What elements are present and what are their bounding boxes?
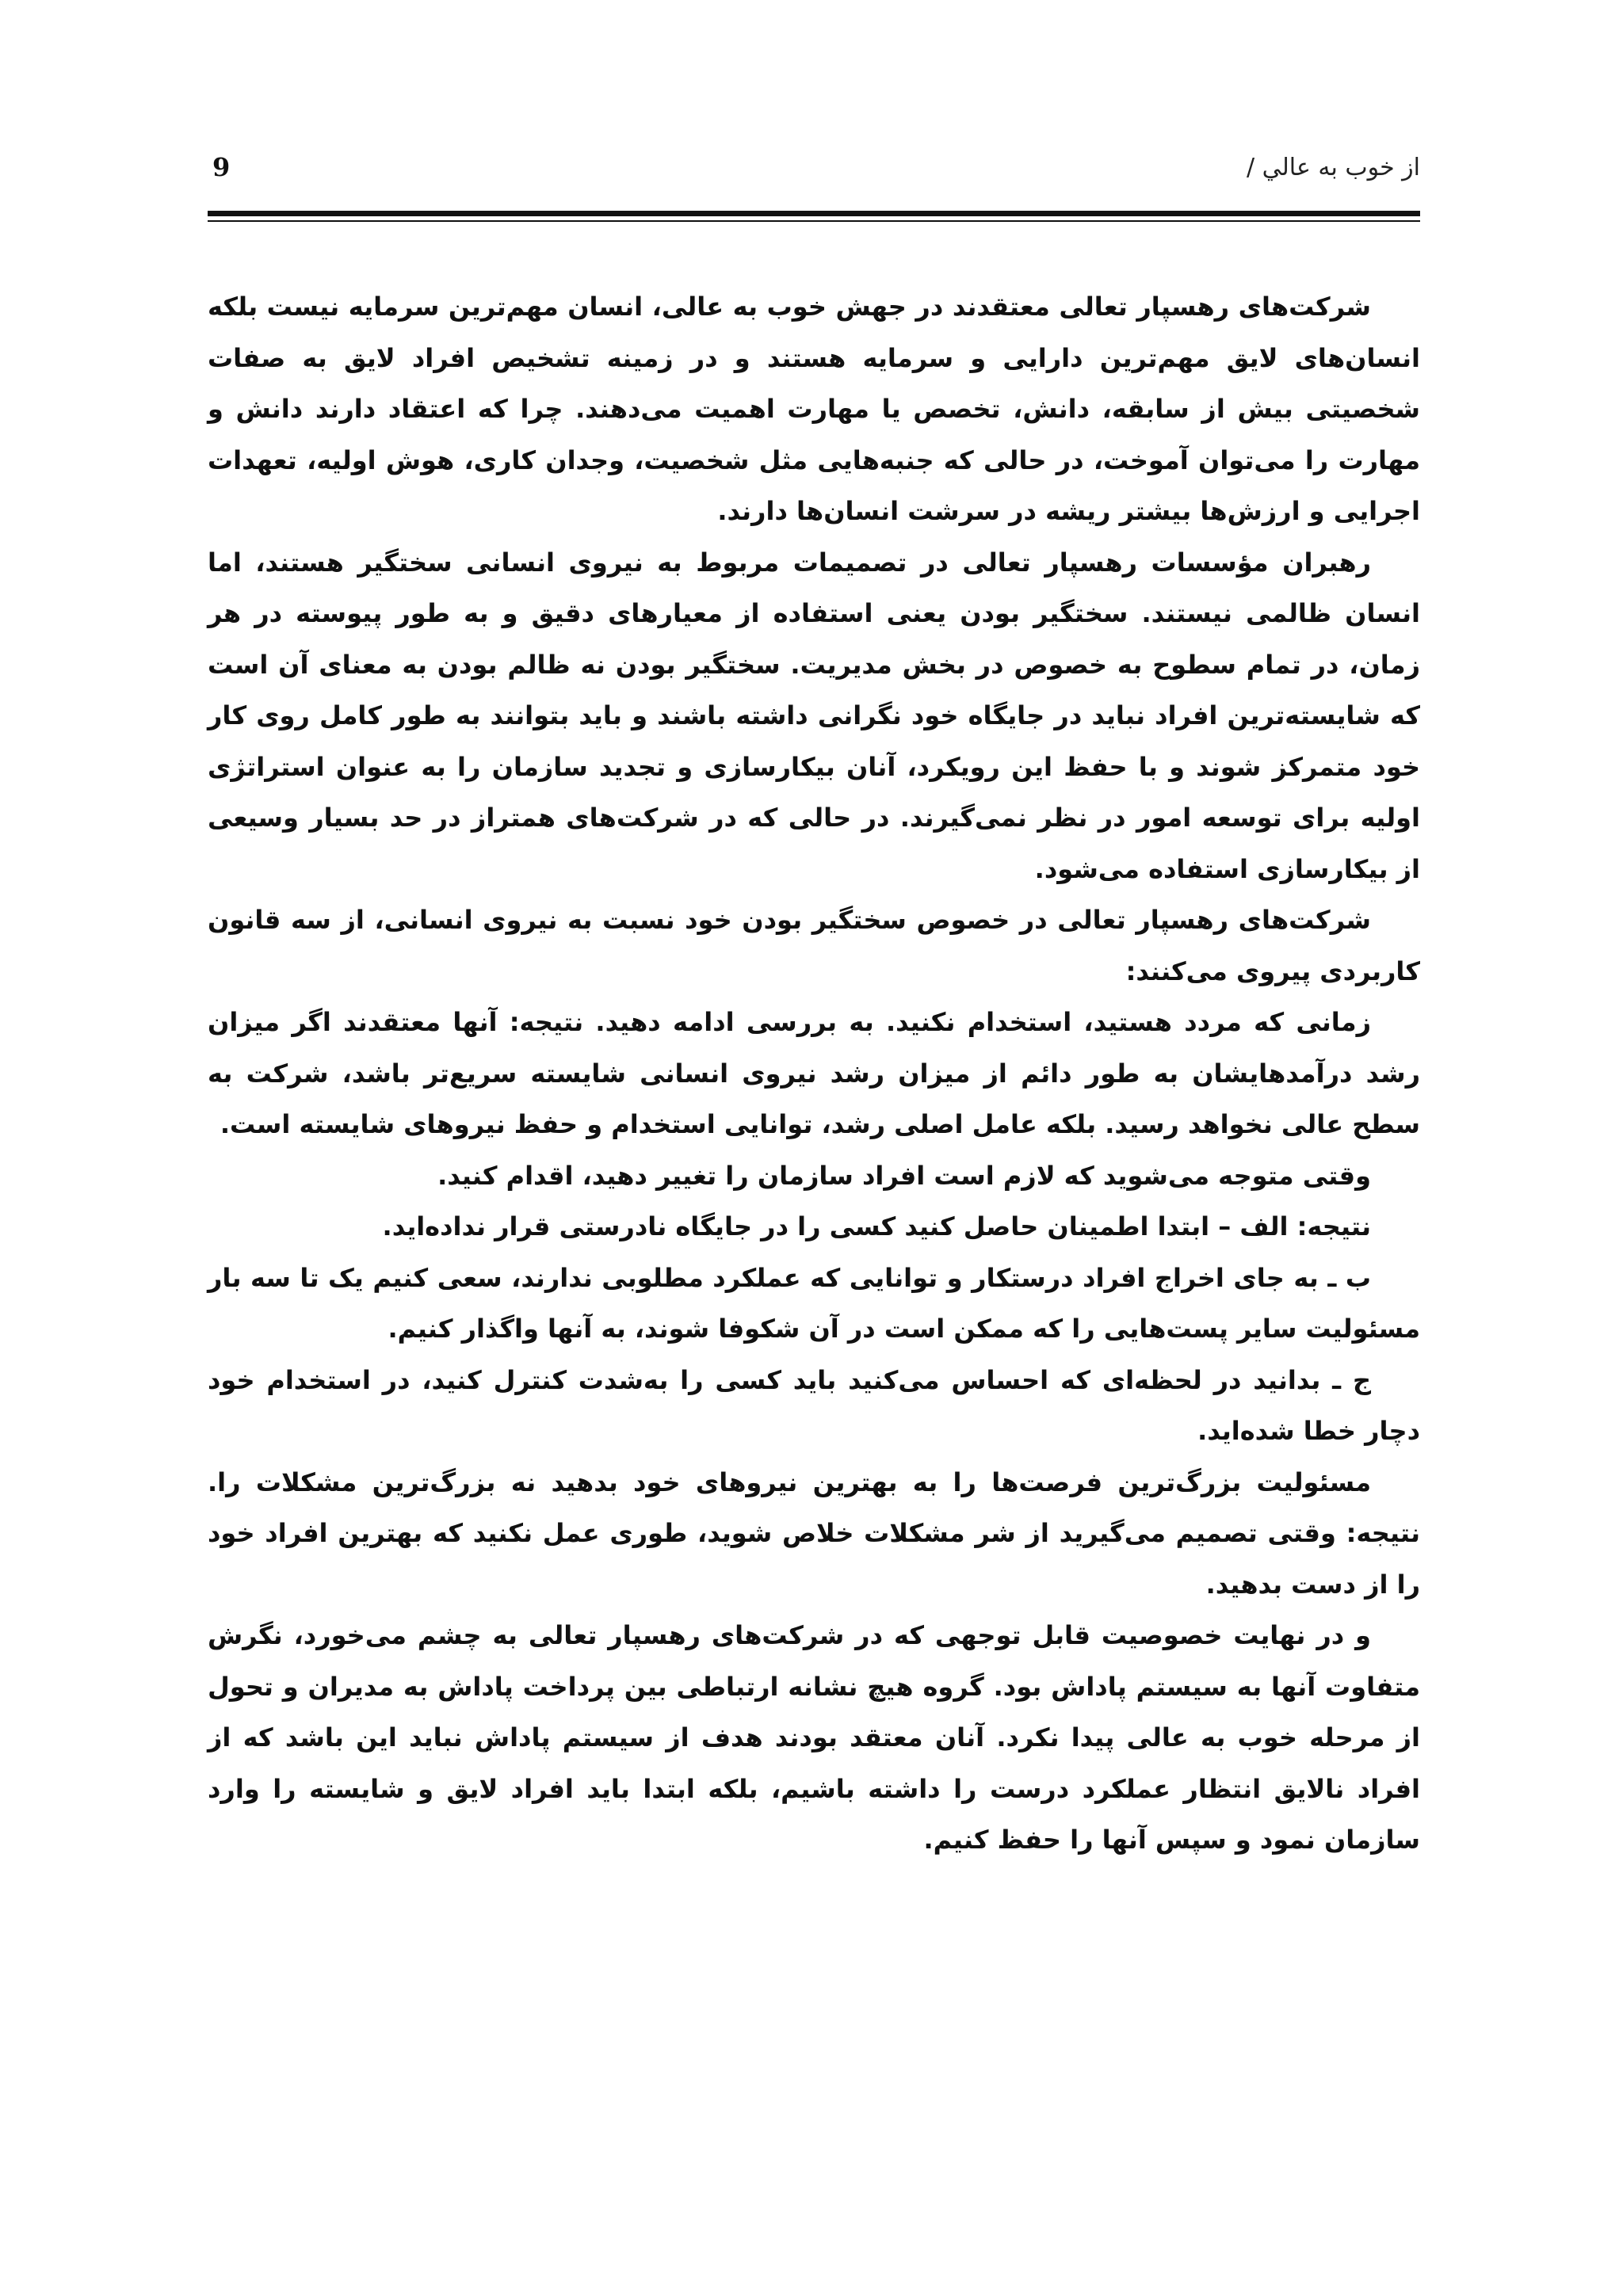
paragraph: شرکت‌های رهسپار تعالی در خصوص سختگیر بودن خود نسبت به نیروی انسانی، از سه قانون کاربردی پیروی می‌کنند: — [208, 905, 1420, 986]
paragraph: مسئولیت بزرگ‌ترین فرصت‌ها را به بهترین نیروهای خود بدهید نه بزرگ‌ترین مشکلات را. نتیجه: وقتی تصمیم می‌گیرید از شر مشکلات خلاص شوید، طوری عمل نکنید که بهترین افراد خود را از دست بدهید. — [208, 1466, 1420, 1600]
paragraph: نتیجه: الف – ابتدا اطمینان حاصل کنید کسی را در جایگاه نادرستی قرار نداده‌اید. — [382, 1211, 1371, 1241]
running-title: از خوب به عالي / — [1247, 154, 1420, 181]
paragraph: زمانی که مردد هستید، استخدام نکنید. به بررسی ادامه دهید. نتیجه: آنها معتقدند اگر میزان رشد درآمدهایشان به طور دائم از میزان رشد نیروی انسانی شایسته سریع‌تر باشد، شرکت به سطح عالی نخواهد رسید. بلکه عامل اصلی رشد، توانایی استخدام و حفظ نیروهای شایسته است. — [208, 1007, 1420, 1139]
page-header — [208, 151, 1420, 198]
header-rule-thick — [208, 211, 1420, 216]
paragraph: رهبران مؤسسات رهسپار تعالی در تصمیمات مربوط به نیروی انسانی سختگیر هستند، اما انسان ظالمی نیستند. سختگیر بودن یعنی استفاده از معیارهای دقیق و به طور پیوسته در هر زمان، در تمام سطوح به خصوص در بخش مدیریت. سختگیر بودن نه ظالم بودن به معنای آن است که شایسته‌ترین افراد نباید در جایگاه خود نگرانی داشته باشند و باید بتوانند به طور کامل روی کار خود متمرکز شوند و با حفظ این رویکرد، آنان بیکارسازی و تجدید سازمان را به عنوان استراتژی اولیه برای توسعه امور در نظر نمی‌گیرند. در حالی که در شرکت‌های همتراز در حد بسیار وسیعی از بیکارسازی استفاده می‌شود. — [208, 547, 1420, 884]
body-text — [208, 281, 1420, 1866]
paragraph: ج ـ بدانید در لحظه‌ای که احساس می‌کنید باید کسی را به‌شدت کنترل کنید، در استخدام خود دچار خطا شده‌اید. — [208, 1364, 1420, 1446]
header-rule-thin — [208, 220, 1420, 222]
paragraph: شرکت‌های رهسپار تعالی معتقدند در جهش خوب به عالی، انسان مهم‌ترین سرمایه نیست بلکه انسان‌های لایق مهم‌ترین دارایی و سرمایه هستند و در زمینه تشخیص افراد لایق به صفات شخصیتی بیش از سابقه، دانش، تخصص یا مهارت اهمیت می‌دهند. چرا که اعتقاد دارند دانش و مهارت را می‌توان آموخت، در حالی که جنبه‌هایی مثل شخصیت، وجدان کاری، هوش اولیه، تعهدات اجرایی و ارزش‌ها بیشتر ریشه در سرشت انسان‌ها دارند. — [208, 292, 1420, 526]
paragraph: و در نهایت خصوصیت قابل توجهی که در شرکت‌های رهسپار تعالی به چشم می‌خورد، نگرش متفاوت آنها به سیستم پاداش بود. گروه هیچ نشانه ارتباطی بین پرداخت پاداش به مدیران و تحول از مرحله خوب به عالی پیدا نکرد. آنان معتقد بودند هدف از سیستم پاداش نباید این باشد که از افراد نالایق انتظار عملکرد درست را داشته باشیم، بلکه ابتدا باید افراد لایق و شایسته را وارد سازمان نمود و سپس آنها را حفظ کنیم. — [208, 1620, 1420, 1855]
page-number: 9 — [212, 152, 231, 182]
paragraph: وقتی متوجه می‌شوید که لازم است افراد سازمان را تغییر دهید، اقدام کنید. — [437, 1160, 1371, 1191]
paragraph: ب ـ به جای اخراج افراد درستکار و توانایی که عملکرد مطلوبی ندارند، سعی کنیم یک تا سه بار مسئولیت سایر پست‌هایی را که ممکن است در آن شکوفا شوند، به آنها واگذار کنیم. — [208, 1262, 1420, 1344]
